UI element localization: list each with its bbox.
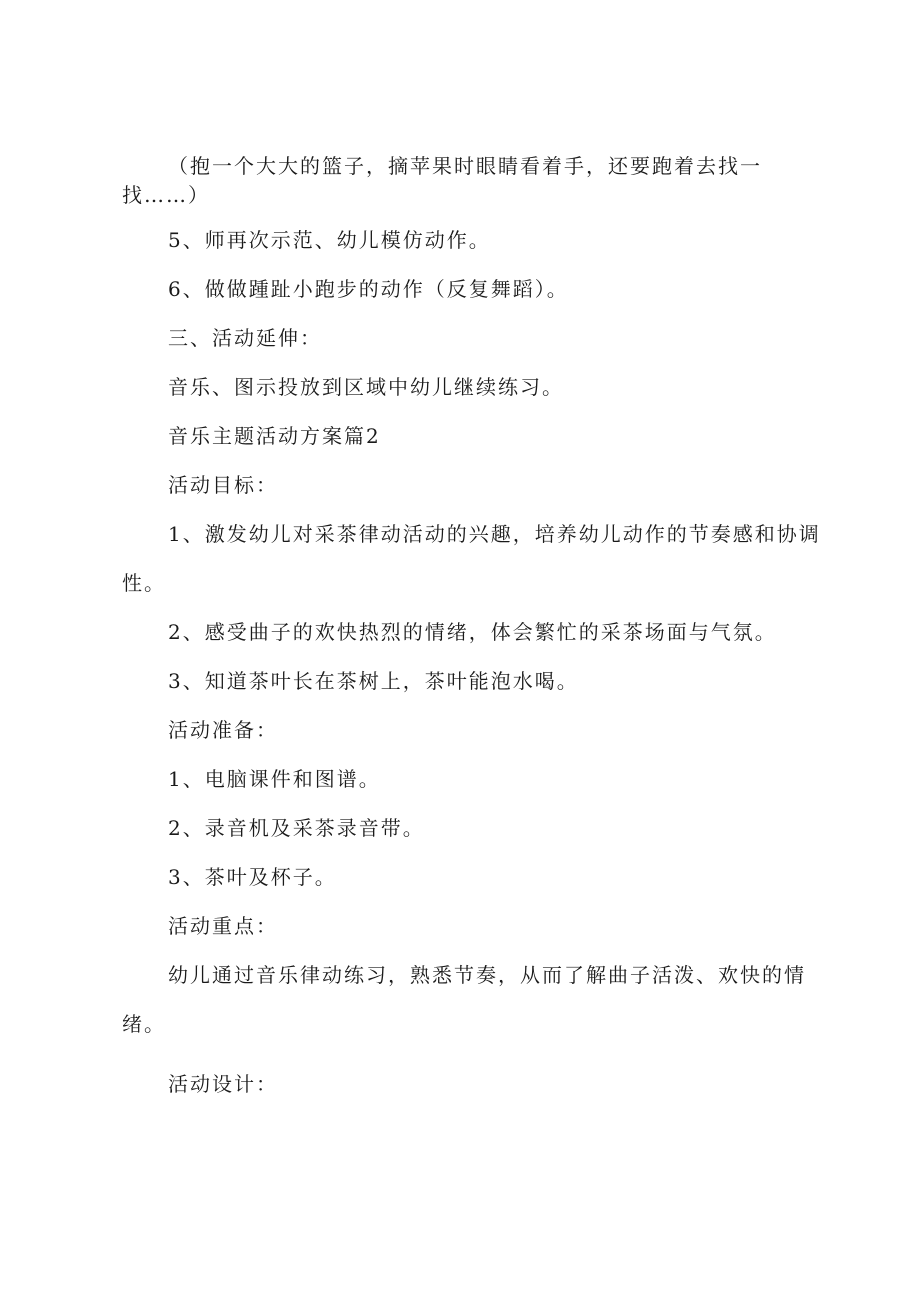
- goal-3-text: 3、知道茶叶长在茶树上，茶叶能泡水喝。: [168, 669, 579, 693]
- goal-1-line-2: 性。: [122, 571, 166, 595]
- prep-2-text: 2、录音机及采茶录音带。: [168, 816, 425, 840]
- section-heading-extension: 三、活动延伸：: [168, 326, 322, 350]
- goal-1-line-1: 1、激发幼儿对采茶律动活动的兴趣，培养幼儿动作的节奏感和协调: [168, 522, 821, 546]
- step-5-text: 5、师再次示范、幼儿模仿动作。: [168, 228, 491, 252]
- key-points-line-1: 幼儿通过音乐律动练习，熟悉节奏，从而了解曲子活泼、欢快的情: [168, 963, 806, 987]
- extension-text: 音乐、图示投放到区域中幼儿继续练习。: [168, 375, 564, 399]
- paragraph-continuation-line-2: 找……）: [122, 183, 210, 207]
- goal-2-text: 2、感受曲子的欢快热烈的情绪，体会繁忙的采茶场面与气氛。: [168, 620, 777, 644]
- heading-preparation: 活动准备：: [168, 718, 278, 742]
- prep-1-text: 1、电脑课件和图谱。: [168, 767, 381, 791]
- heading-design: 活动设计：: [168, 1072, 278, 1096]
- prep-3-text: 3、茶叶及杯子。: [168, 865, 337, 889]
- paragraph-continuation-line-1: （抱一个大大的篮子，摘苹果时眼睛看着手，还要跑着去找一: [168, 154, 762, 178]
- step-6-text: 6、做做踵趾小跑步的动作（反复舞蹈）。: [168, 277, 569, 301]
- key-points-line-2: 绪。: [122, 1012, 166, 1036]
- plan-title: 音乐主题活动方案篇2: [168, 424, 381, 448]
- heading-goals: 活动目标：: [168, 473, 278, 497]
- heading-key-points: 活动重点：: [168, 914, 278, 938]
